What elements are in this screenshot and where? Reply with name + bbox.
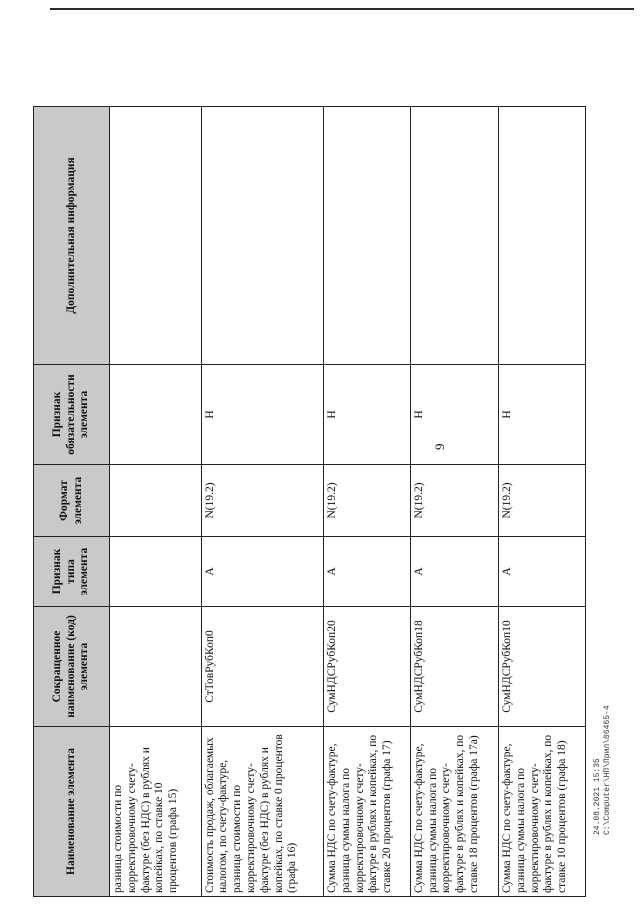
cell-name: разница стоимости по корректировочному счету-фактуре (без НДС) в рублях и копейках, по ставке 10 процентов (графа 15) [110, 727, 202, 897]
cell-required: Н [201, 365, 323, 465]
header-required: Признак обязательности элемента [34, 365, 110, 465]
table-row [323, 107, 410, 897]
cell-name: Стоимость продаж, облагаемых налогом, по счету-фактуре, разница стоимости по корректировочному счету-фактуре (без НДС) в рублях и копейках, по ставке 0 процентов (графа 16) [201, 727, 323, 897]
cell-type: А [323, 537, 410, 607]
cell-extra [201, 107, 323, 365]
cell-code: СумНДСРубКоп20 [323, 607, 410, 727]
cell-format: N(19.2) [410, 465, 498, 537]
cell-required: Н [323, 365, 410, 465]
header-short-name: Сокращенное наименование (код) элемента [34, 607, 110, 727]
cell-type: А [410, 537, 498, 607]
cell-format: N(19.2) [323, 465, 410, 537]
header-type: Признак типа элемента [34, 537, 110, 607]
cell-required: Н [410, 365, 498, 465]
cell-code: СумНДСРубКоп10 [499, 607, 586, 727]
cell-type: А [499, 537, 586, 607]
cell-required [110, 365, 202, 465]
cell-format [110, 465, 202, 537]
cell-required: Н [499, 365, 586, 465]
cell-extra [499, 107, 586, 365]
stamp-path: C:\Computer\НП\Прил\06465-4 [603, 705, 612, 835]
table-row [410, 107, 498, 897]
cell-name: Сумма НДС по счету-фактуре, разница суммы налога по корректировочному счету-фактуре в рублях и копейках, по ставке 18 процентов (графа 17а) [410, 727, 498, 897]
stamp-date: 24.08.2021 15:35 [593, 758, 602, 835]
header-format: Формат элемента [34, 465, 110, 537]
header-name: Наименование элемента [34, 727, 110, 897]
table-header-row [34, 107, 110, 897]
table-row [499, 107, 586, 897]
cell-format: N(19.2) [499, 465, 586, 537]
cell-format: N(19.2) [201, 465, 323, 537]
page-number: 9 [432, 443, 447, 450]
table-row [201, 107, 323, 897]
cell-type [110, 537, 202, 607]
cell-extra [110, 107, 202, 365]
header-extra-info: Дополнительная информация [34, 107, 110, 365]
elements-table [33, 106, 586, 897]
cell-extra [323, 107, 410, 365]
cell-code: СтТовРубКоп0 [201, 607, 323, 727]
cell-extra [410, 107, 498, 365]
cell-type: А [201, 537, 323, 607]
table-row [110, 107, 202, 897]
print-stamp [593, 705, 613, 835]
cell-name: Сумма НДС по счету-фактуре, разница суммы налога по корректировочному счету-фактуре в рублях и копейках, по ставке 10 процентов (графа 18) [499, 727, 586, 897]
cell-name: Сумма НДС по счету-фактуре, разница суммы налога по корректировочному счету-фактуре в рублях и копейках, по ставке 20 процентов (графа 17) [323, 727, 410, 897]
cell-code: СумНДСРубКоп18 [410, 607, 498, 727]
cell-code [110, 607, 202, 727]
